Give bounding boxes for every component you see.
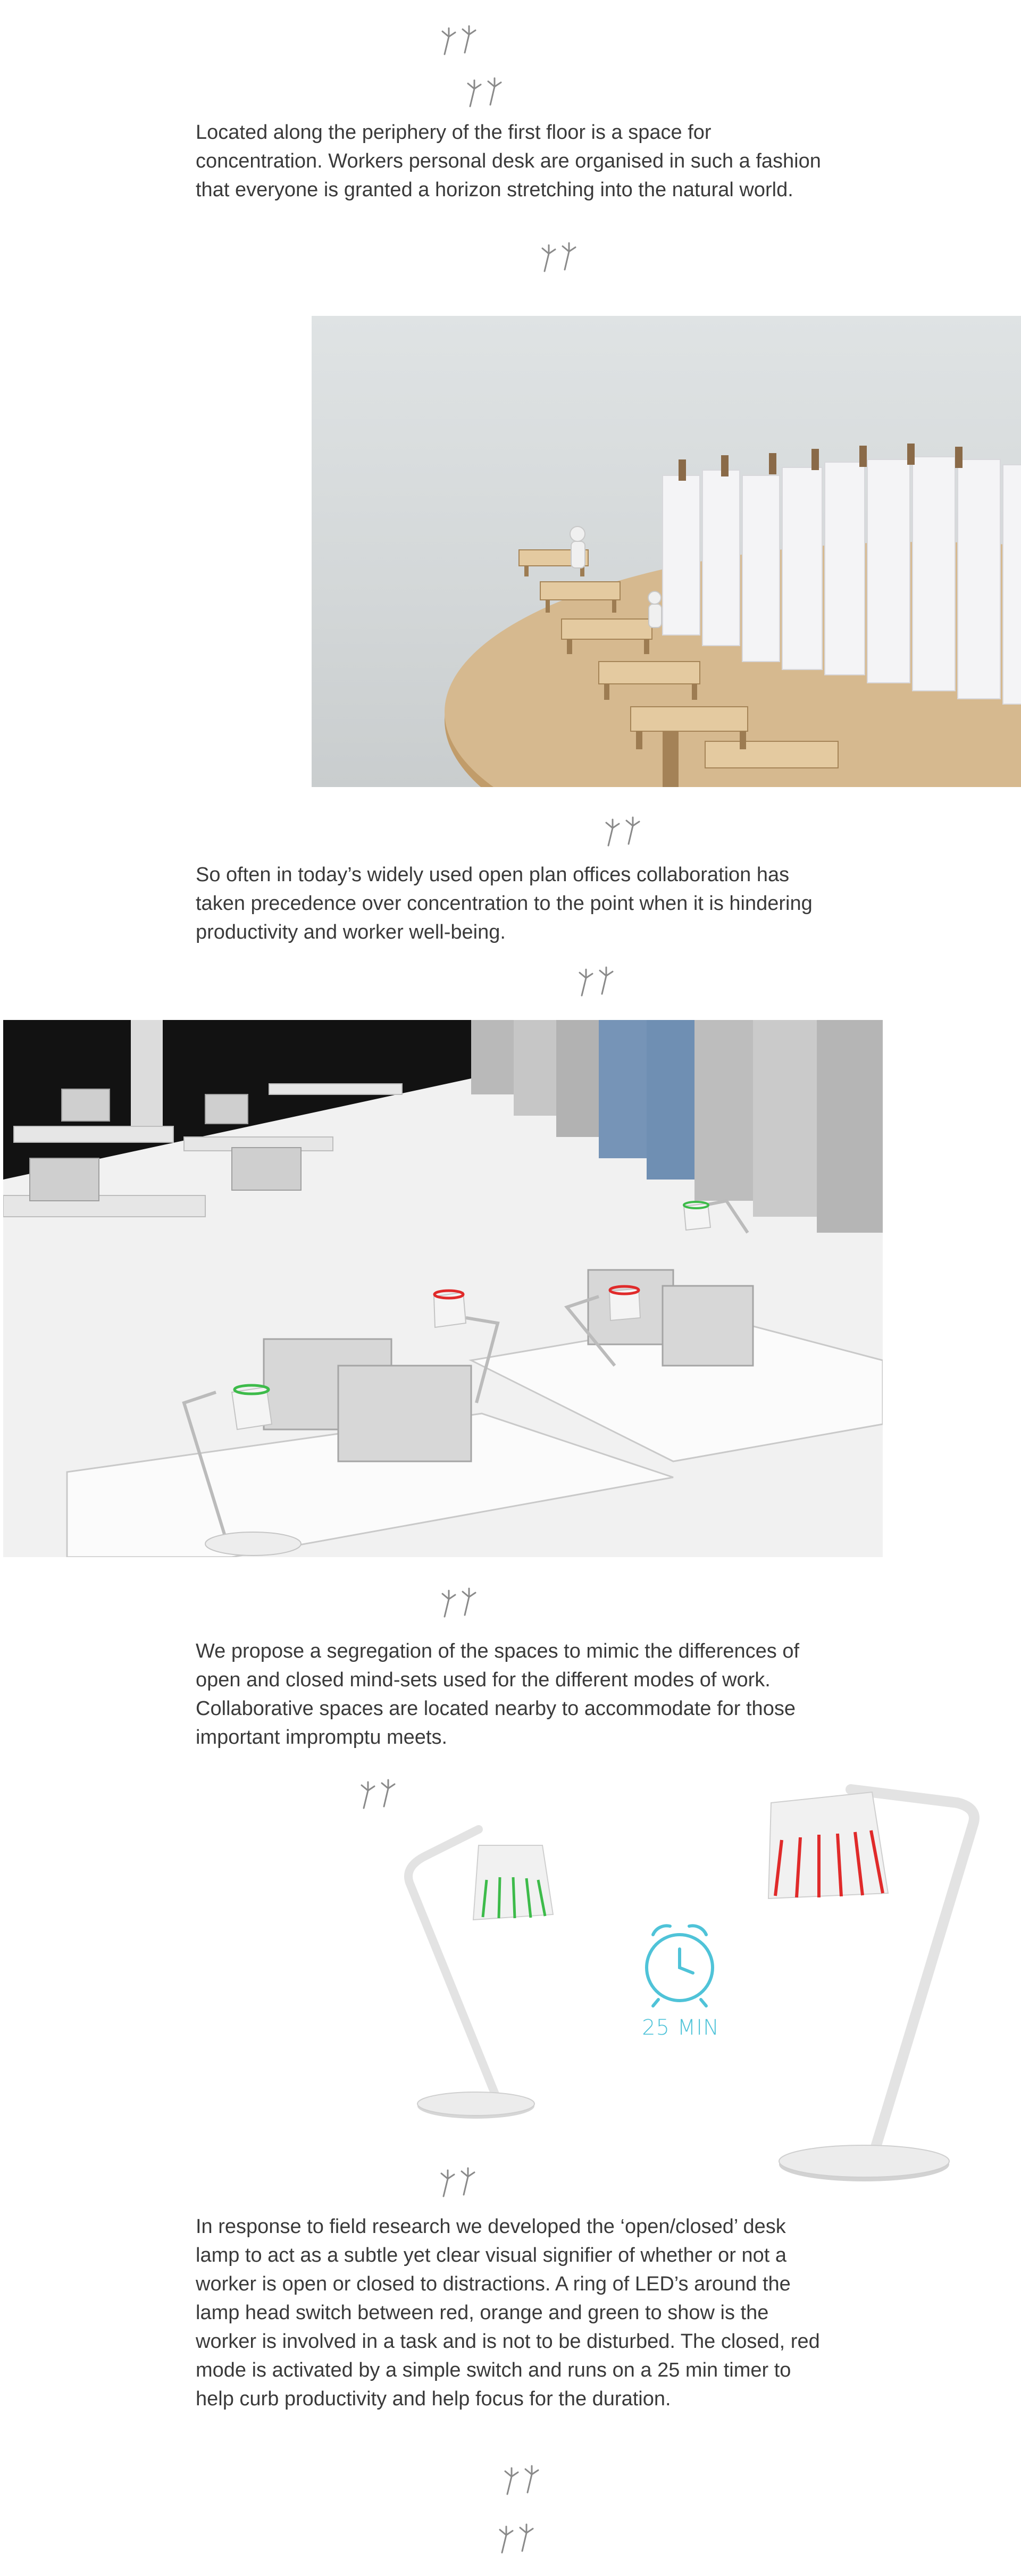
footprints-icon <box>537 239 596 277</box>
footprints-icon <box>500 2462 558 2499</box>
office-render-image <box>3 1020 883 1557</box>
paragraph-lamp: In response to field research we developed the ‘open/closed’ desk lamp to act as a subtle yet clear visual signifier of whether or not a worker is open or closed to distractions. A ring of LED’s around the lamp head switch between red, orange and green to show is the worker is involved in a task and is not to be disturbed. The closed, red mode is activated by a simple switch and runs on a 25 min timer to help curb productivity and help focus for the duration. <box>196 2215 820 2410</box>
footprints-icon <box>495 2521 553 2558</box>
footprints-icon <box>601 814 659 851</box>
paragraph-open-plan: So often in today’s widely used open plan offices collaboration has taken precedence over concentration to the point when it is hindering productivity and worker well-being. <box>196 864 813 943</box>
paragraph-segregation: We propose a segregation of the spaces to mimic the differences of open and closed mind-sets used for the different modes of work. Collaborative spaces are located nearby to accommodate for those important impromptu meets. <box>196 1640 800 1749</box>
footprints-icon <box>574 964 633 1001</box>
alarm-clock-icon <box>632 1914 727 2010</box>
footprints-icon <box>463 74 521 112</box>
footprints-icon <box>437 22 496 60</box>
timer-label: 25 MIN <box>642 2015 719 2040</box>
footprints-icon <box>437 1585 496 1622</box>
paragraph-concentration: Located along the periphery of the first floor is a space for concentration. Workers personal desk are organised in such a fashion that everyone is granted a horizon stretching into the natural world. <box>196 121 821 201</box>
footprints-icon <box>436 2164 495 2202</box>
lamp-illustration <box>394 1766 1021 2191</box>
architectural-model-photo <box>312 316 1021 787</box>
